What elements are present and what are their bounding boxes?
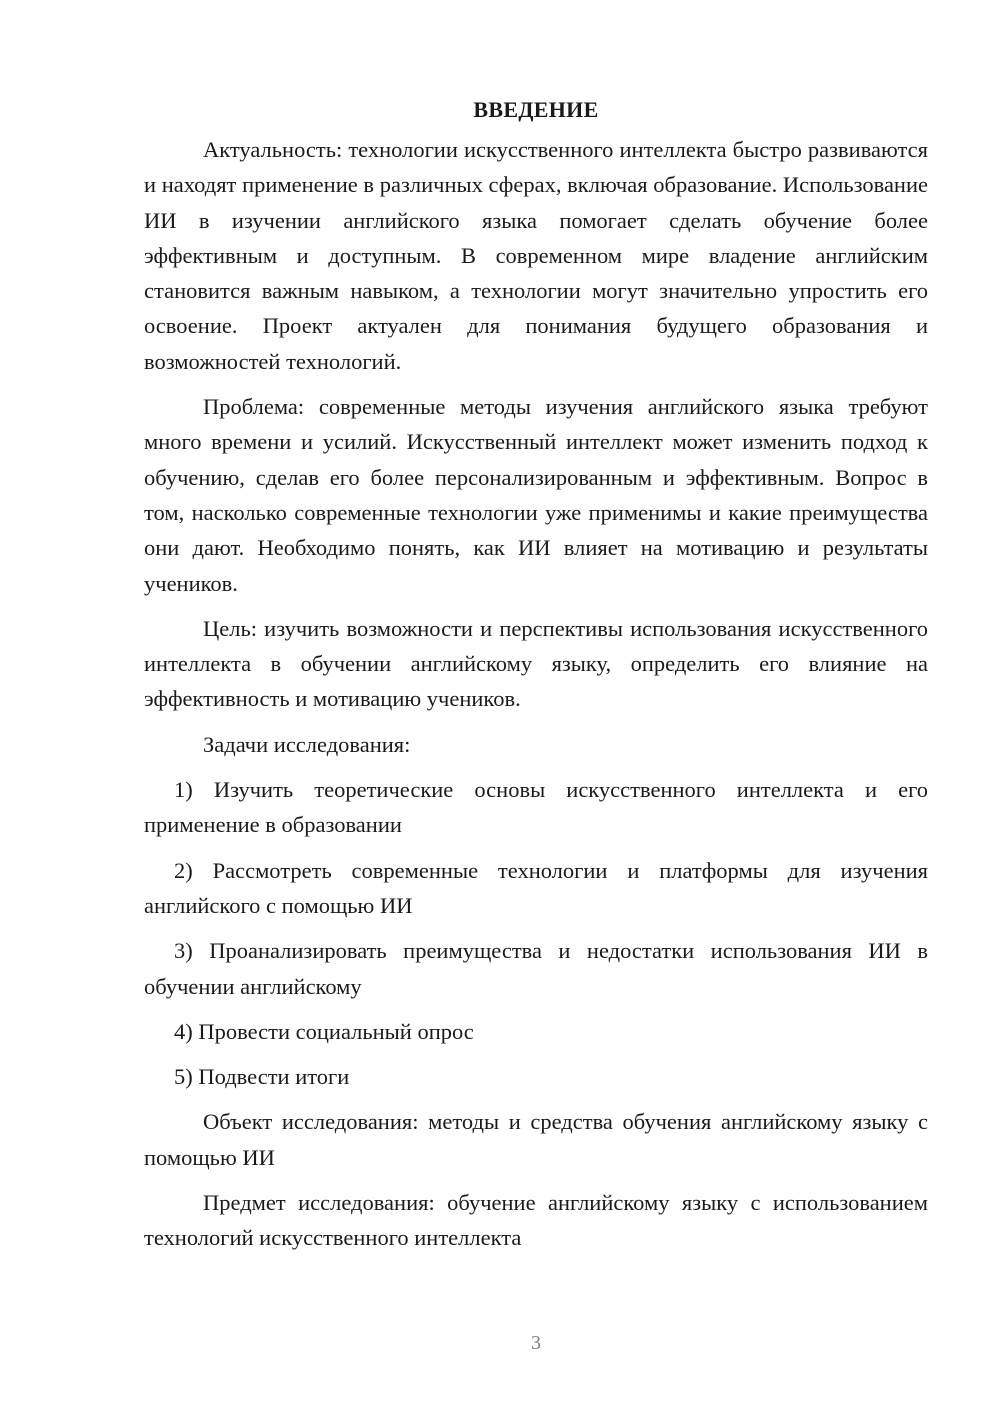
task-item-1: 1) Изучить теоретические основы искусственного интеллекта и его применение в образовании <box>144 777 928 838</box>
task-item-2: 2) Рассмотреть современные технологии и платформы для изучения английского с помощью ИИ <box>144 857 928 918</box>
document-page <box>144 92 928 1266</box>
task-item-5: 5) Подвести итоги <box>174 1064 350 1090</box>
tasks-heading: Задачи исследования: <box>203 731 411 757</box>
page-number: 3 <box>531 1332 541 1354</box>
task-item-4: 4) Провести социальный опрос <box>174 1018 474 1044</box>
page-title: ВВЕДЕНИЕ <box>473 97 599 122</box>
problem-paragraph: Проблема: современные методы изучения английского языка требуют много времени и усилий. Искусственный интеллект может изменить подход к обучению, сделав его более персонализированным и эффективным. Вопрос в том, насколько современные технологии уже применимы и какие преимущества они дают. Необходимо понять, как ИИ влияет на мотивацию и результаты учеников. <box>144 394 928 596</box>
subject-paragraph: Предмет исследования: обучение английскому языку с использованием технологий искусственного интеллекта <box>144 1190 928 1251</box>
object-paragraph: Объект исследования: методы и средства обучения английскому языку с помощью ИИ <box>144 1109 928 1170</box>
task-item-3: 3) Проанализировать преимущества и недостатки использования ИИ в обучении английскому <box>144 938 928 999</box>
goal-paragraph: Цель: изучить возможности и перспективы использования искусственного интеллекта в обучении английскому языку, определить его влияние на эффективность и мотивацию учеников. <box>144 615 928 712</box>
relevance-paragraph: Актуальность: технологии искусственного интеллекта быстро развиваются и находят применение в различных сферах, включая образование. Использование ИИ в изучении английского языка помогает сделать обучение более эффективным и доступным. В современном мире владение английским становится важным навыком, а технологии могут значительно упростить его освоение. Проект актуален для понимания будущего образования и возможностей технологий. <box>144 137 928 374</box>
